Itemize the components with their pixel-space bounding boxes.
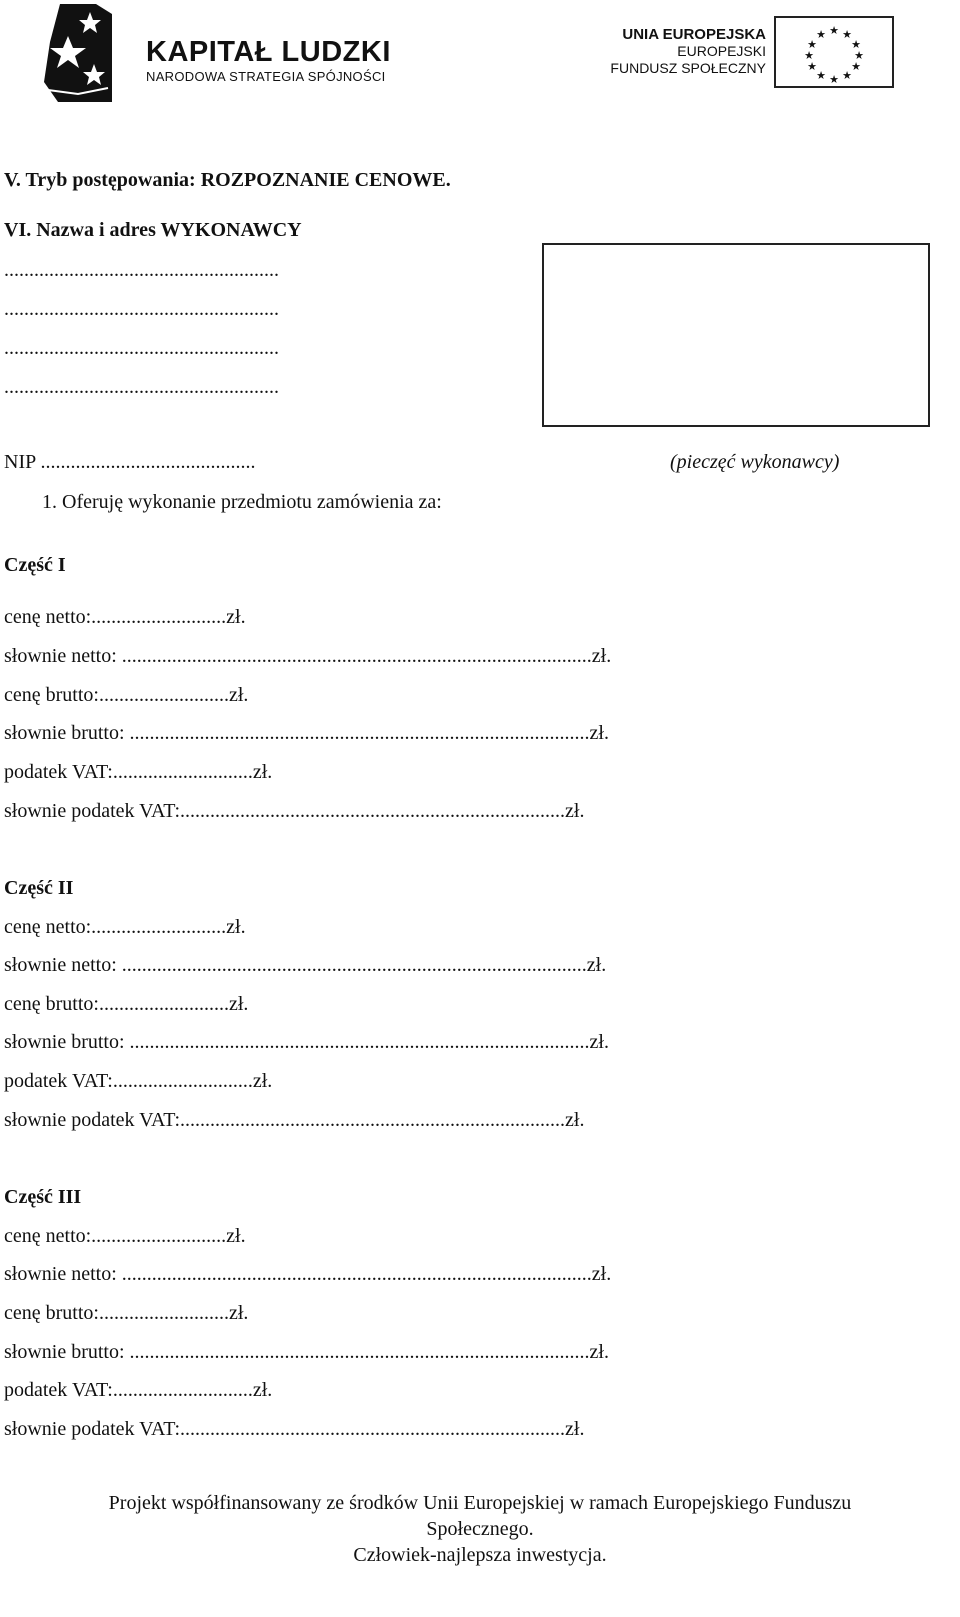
- part-3-vat-words[interactable]: słownie podatek VAT:.............................................................................zł.: [4, 1418, 585, 1440]
- svg-text:★: ★: [829, 73, 839, 86]
- part-2-title: Część II: [4, 877, 74, 899]
- kapital-ludzki-logo: [38, 2, 438, 108]
- svg-text:★: ★: [807, 38, 817, 51]
- svg-text:★: ★: [854, 49, 864, 62]
- part-1-net-words[interactable]: słownie netto: ..............................................................................................zł.: [4, 645, 612, 667]
- svg-text:★: ★: [816, 69, 826, 82]
- address-line-4[interactable]: .......................................................: [4, 376, 279, 398]
- svg-text:★: ★: [842, 69, 852, 82]
- address-line-2[interactable]: .......................................................: [4, 298, 279, 320]
- eu-stars-icon: [776, 18, 892, 86]
- stamp-caption: (pieczęć wykonawcy): [670, 451, 840, 473]
- part-1-gross-price[interactable]: cenę brutto:..........................zł.: [4, 684, 249, 706]
- eu-flag: [774, 16, 894, 88]
- svg-text:★: ★: [851, 38, 861, 51]
- eu-line2: EUROPEJSKI: [677, 43, 766, 59]
- part-3-vat[interactable]: podatek VAT:............................zł.: [4, 1379, 273, 1401]
- part-3-net-words[interactable]: słownie netto: ..............................................................................................zł.: [4, 1263, 612, 1285]
- part-1-gross-words[interactable]: słownie brutto: ............................................................................................zł.: [4, 722, 609, 744]
- eu-logo: [600, 14, 900, 90]
- part-3-net-price[interactable]: cenę netto:...........................zł.: [4, 1225, 246, 1247]
- eu-line3: FUNDUSZ SPOŁECZNY: [610, 60, 766, 76]
- part-3-gross-price[interactable]: cenę brutto:..........................zł.: [4, 1302, 249, 1324]
- part-2-gross-words[interactable]: słownie brutto: ............................................................................................zł.: [4, 1031, 609, 1053]
- svg-text:★: ★: [807, 60, 817, 73]
- eu-text: [610, 26, 766, 77]
- part-1-vat[interactable]: podatek VAT:............................zł.: [4, 761, 273, 783]
- part-2-gross-price[interactable]: cenę brutto:..........................zł.: [4, 993, 249, 1015]
- stamp-box: [542, 243, 930, 427]
- footer-line-1: Projekt współfinansowany ze środków Unii Europejskiej w ramach Europejskiego Funduszu: [108, 1492, 852, 1514]
- part-1-title: Część I: [4, 554, 66, 576]
- part-2-vat[interactable]: podatek VAT:............................zł.: [4, 1070, 273, 1092]
- address-line-1[interactable]: .......................................................: [4, 259, 279, 281]
- section-5-heading: V. Tryb postępowania: ROZPOZNANIE CENOWE.: [4, 169, 451, 191]
- kapital-ludzki-title: KAPITAŁ LUDZKI: [146, 36, 391, 68]
- part-3-title: Część III: [4, 1186, 82, 1208]
- section-6-heading: VI. Nazwa i adres WYKONAWCY: [4, 219, 302, 241]
- nip-field[interactable]: NIP ...........................................: [4, 451, 256, 473]
- svg-text:★: ★: [804, 49, 814, 62]
- kapital-ludzki-subtitle: NARODOWA STRATEGIA SPÓJNOŚCI: [146, 69, 386, 84]
- part-1-net-price[interactable]: cenę netto:...........................zł.: [4, 606, 246, 628]
- part-2-net-price[interactable]: cenę netto:...........................zł.: [4, 916, 246, 938]
- part-3-gross-words[interactable]: słownie brutto: ............................................................................................zł.: [4, 1341, 609, 1363]
- svg-text:★: ★: [829, 24, 839, 37]
- part-2-vat-words[interactable]: słownie podatek VAT:.............................................................................zł.: [4, 1109, 585, 1131]
- offer-line: 1. Oferuję wykonanie przedmiotu zamówienia za:: [42, 491, 442, 513]
- address-line-3[interactable]: .......................................................: [4, 337, 279, 359]
- svg-text:★: ★: [851, 60, 861, 73]
- part-2-net-words[interactable]: słownie netto: .............................................................................................zł.: [4, 954, 607, 976]
- eu-line1: UNIA EUROPEJSKA: [622, 26, 766, 43]
- kapital-ludzki-emblem-icon: [38, 2, 118, 106]
- svg-text:★: ★: [816, 28, 826, 41]
- part-1-vat-words[interactable]: słownie podatek VAT:.............................................................................zł.: [4, 800, 585, 822]
- footer-line-2: Społecznego.: [426, 1518, 534, 1540]
- svg-text:★: ★: [842, 28, 852, 41]
- footer: [0, 1490, 960, 1568]
- footer-line-3: Człowiek-najlepsza inwestycja.: [353, 1544, 607, 1566]
